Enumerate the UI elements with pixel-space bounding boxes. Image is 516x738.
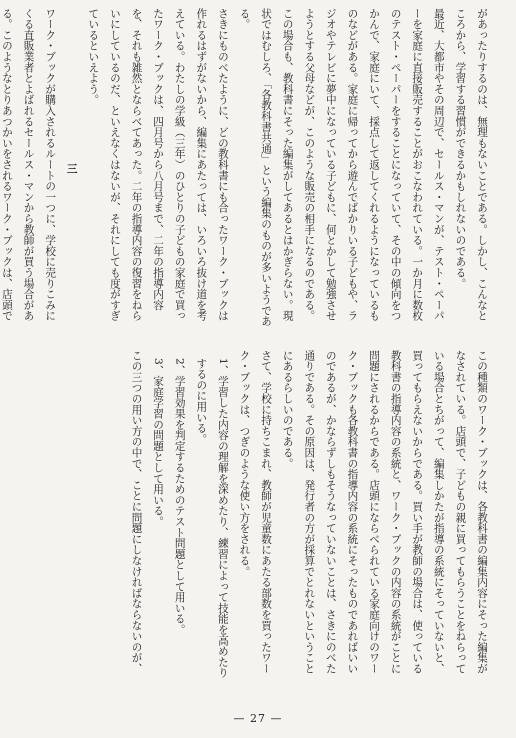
list-item: 3、家庭学習の問題として用いる。 xyxy=(152,358,165,527)
list-item: 2、学習効果を判定するためのテスト問題として用いる。 xyxy=(173,358,186,635)
paragraph: さきにものべたように、どの教科書にも合ったワーク・ブックは作れるはずがないから、編集にあたっては、いろいろ抜け道を考えている。わたしの学級（三年）のひとりの子どもの家庭で買ったワーク・ブックは、四月号から八月号まで、二年の指導内容を、それも雑然とならべてあった。二年の指導内容の復習をねらいにしているのだ、といえなくはないが、それにしても度がすぎているといえよう。 xyxy=(87,8,229,322)
page-number: — 27 — xyxy=(233,712,283,725)
paragraph: さて、学校に持ちこまれ、教師が児童数にあたる部数を買ったワーク・ブックは、つぎのような使い方をされる。 xyxy=(238,350,273,674)
section-heading: 三 xyxy=(65,162,78,176)
paragraph: 最近、大都市やその周辺で、セールス・マンが、テスト・ペーパーを家庭に直接販売することがおこなわれている。一か月に数枚のテスト・ペーパーをすることになっていて、その中の傾向をつかんで、家庭にいて、採点して返してくれるようになっているものなどがある。家庭に帰ってから遊んでばかりいる子どもや、ラジオやテレビに夢中になっている子どもに、何とかして勉強させようとする父母などが、このような販売の相手になるのである。この場合も、教科書にそった編集がしてあるとはかぎらない。現状ではむしろ、「各教科書共通」という編集のものが多いようである。 xyxy=(238,8,445,327)
upper-text-block xyxy=(0,8,492,330)
paragraph: ワーク・ブックが購入されるルートの一つに、学校に売りこみにくる直販業者とよばれるセールス・マンから教師が買う場合がある。このようなとりあつかいをされるワーク・ブックは、店頭で xyxy=(0,8,57,322)
paragraph: この種類のワーク・ブックは、各教科書の編集内容にそった編集がなされている。店頭で、子どもの親に買ってもらうことをねらっている場合とちがって、編集しかたが指導の系統にそっていないと、買ってもらえないからである。買い手が教師の場合は、使っている教科書の指導内容の系統と、ワーク・ブックの内容の系統がことに問題にされるからである。店頭にならべられている家庭向けのワーク・ブックも各教科書の指導内容の系統にそったものであればいいのであるが、かならずしもそうなっていないことは、さきにのべた通りである。その原因は、発行者の方が採算でとれないということにあるらしいのである。 xyxy=(281,350,488,674)
list-item: 1、学習した内容の理解を深めたり、練習によって技能を高めたりするのに用いる。 xyxy=(195,358,229,679)
paragraph: この三つの用い方の中で、ことに問題にしなければならないのが、 xyxy=(130,350,143,674)
paragraph: があったりするのは、無理もないことである。しかし、こんなところから、学習する習慣ができるかもしれないのである。 xyxy=(454,8,488,322)
lower-text-block xyxy=(22,350,492,680)
